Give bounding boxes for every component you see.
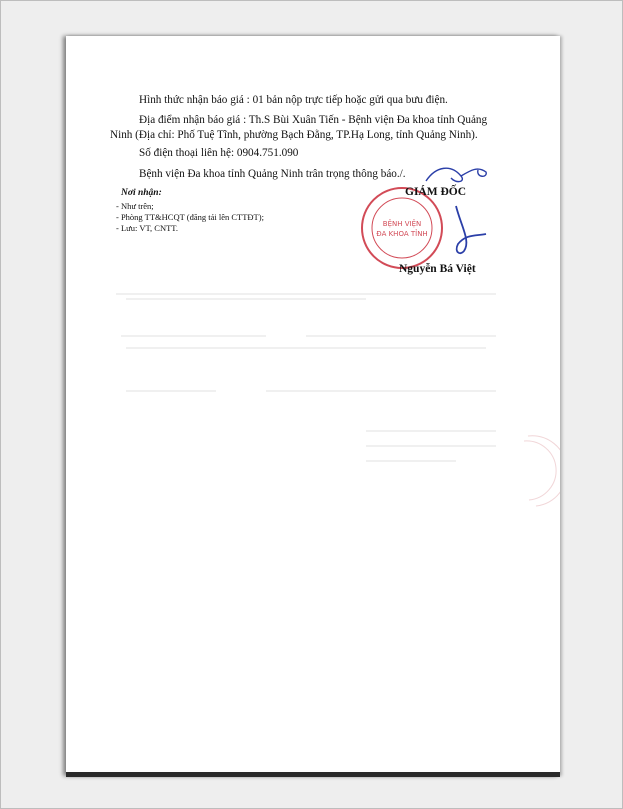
recipient-item: - Như trên; (116, 201, 154, 211)
seal-text-1: BỆNH VIỆN (382, 220, 422, 228)
phone-line: Số điện thoại liên hệ: 0904.751.090 (139, 147, 299, 159)
location-line-1: Địa điểm nhận báo giá : Th.S Bùi Xuân Tiến - Bệnh viện Đa khoa tỉnh Quảng (139, 114, 488, 126)
director-title: GIÁM ĐỐC (405, 186, 467, 198)
closing-line: Bệnh viện Đa khoa tỉnh Quảng Ninh trân trọng thông báo./. (139, 168, 406, 180)
recipients-list (116, 201, 264, 234)
document-page (66, 36, 560, 776)
location-line-2: Ninh (Địa chỉ: Phố Tuệ Tĩnh, phường Bạch Đằng, TP.Hạ Long, tỉnh Quảng Ninh). (110, 129, 478, 141)
receive-method-line: Hình thức nhận báo giá : 01 bản nộp trực tiếp hoặc gửi qua bưu điện. (139, 94, 448, 106)
recipient-item: - Phòng TT&HCQT (đăng tải lên CTTĐT); (116, 212, 264, 222)
page-bottom-edge (66, 772, 560, 777)
recipients-heading: Nơi nhận: (121, 188, 162, 198)
signature-icon (416, 156, 526, 266)
seal-text-2: ĐA KHOA TỈNH (376, 230, 428, 238)
director-name: Nguyễn Bá Việt (399, 263, 476, 275)
recipient-item: - Lưu: VT, CNTT. (116, 223, 178, 233)
